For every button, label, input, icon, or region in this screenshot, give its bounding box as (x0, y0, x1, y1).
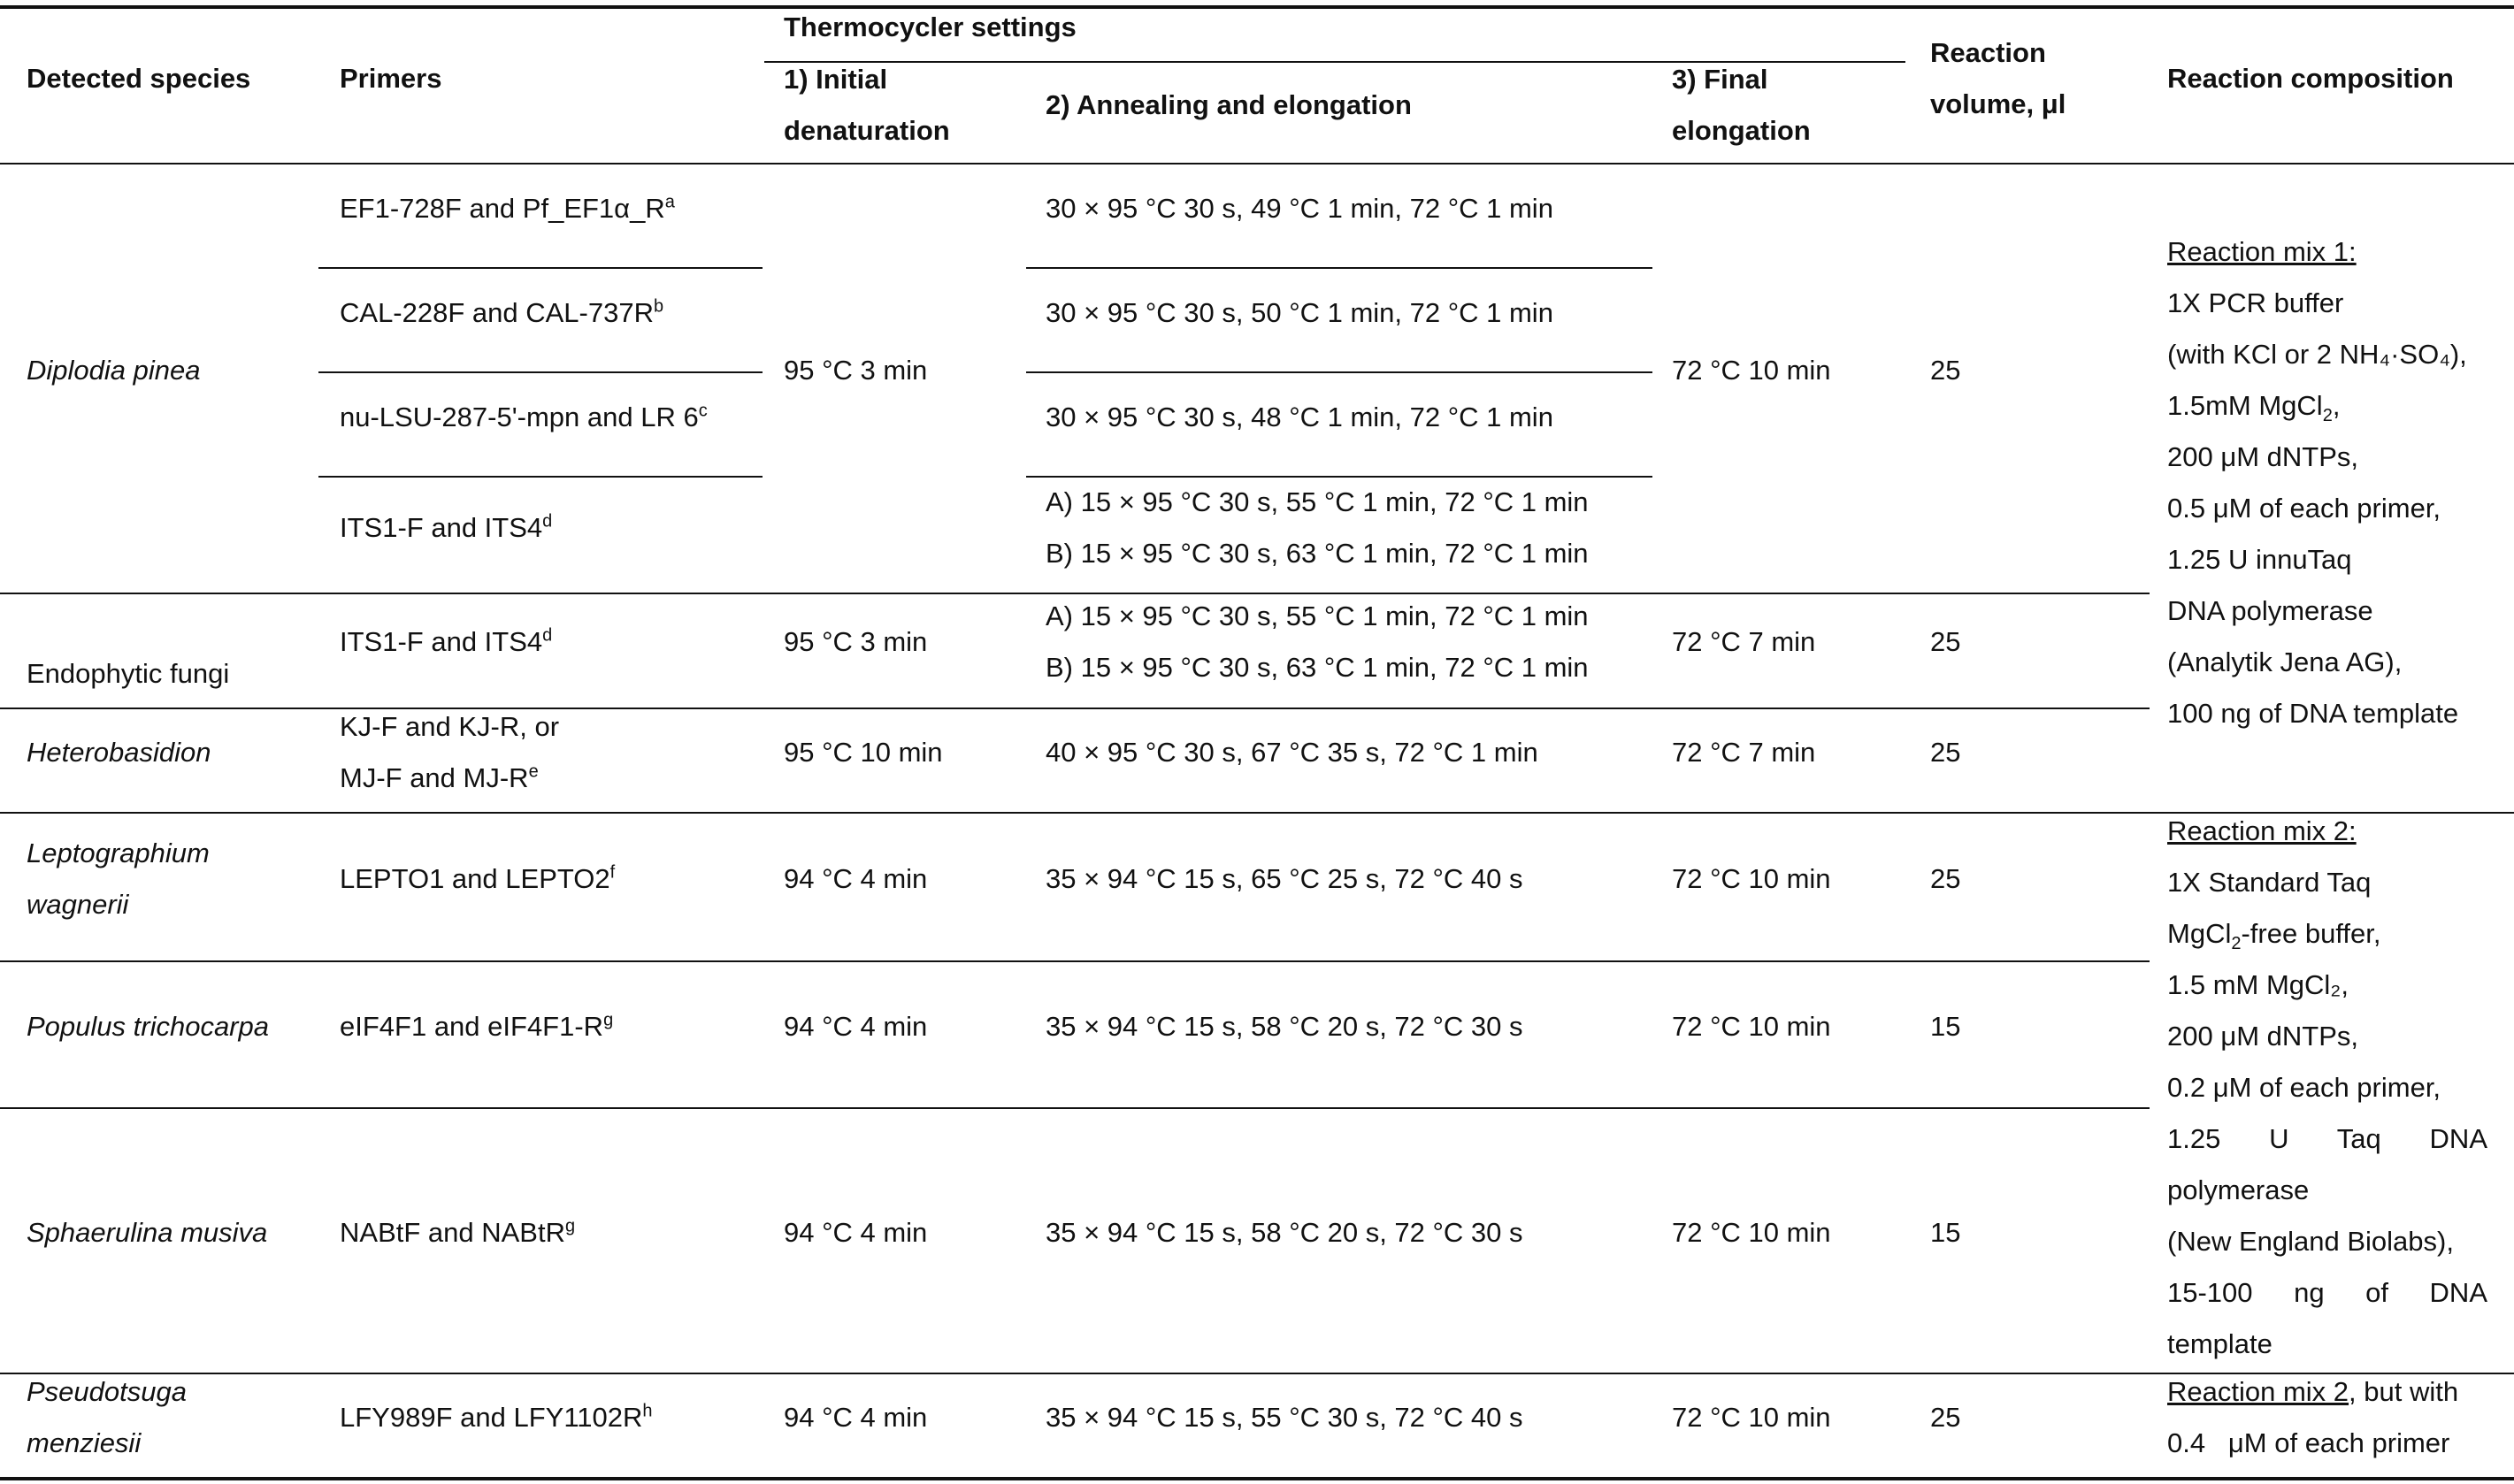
denaturation-lepto: 94 °C 4 min (784, 863, 928, 894)
header-volume-line2: volume, μl (1930, 88, 2066, 119)
primer-endophytic (340, 616, 552, 668)
mix1-line6: 1.25 U innuTaq (2167, 544, 2352, 575)
species-lepto (27, 828, 210, 930)
header-initial-line2: denaturation (784, 115, 950, 146)
mix1-line1: 1X PCR buffer (2167, 287, 2344, 318)
anneal-sphaerulina: 35 × 94 °C 15 s, 58 °C 20 s, 72 °C 30 s (1046, 1217, 1523, 1248)
row-divider-endophytic (0, 708, 2150, 709)
anneal-heterobasidion: 40 × 95 °C 30 s, 67 °C 35 s, 72 °C 1 min (1046, 737, 1538, 768)
volume-sphaerulina: 15 (1930, 1217, 1961, 1248)
mix2-line2-tail: -free buffer, (2241, 918, 2381, 949)
mix2-line3: 1.5 mM MgCl₂, (2167, 969, 2349, 1000)
primer-heterobasidion-line2 (340, 753, 559, 804)
anneal-lepto: 35 × 94 °C 15 s, 65 °C 25 s, 72 °C 40 s (1046, 863, 1523, 894)
header-volume-line1: Reaction (1930, 37, 2046, 68)
mix2-title: Reaction mix 2: (2167, 815, 2357, 846)
bottom-rule (0, 1477, 2514, 1480)
anneal-diplodia-4b: B) 15 × 95 °C 30 s, 63 °C 1 min, 72 °C 1 min (1046, 538, 1589, 569)
mix3-title: Reaction mix 2 (2167, 1376, 2349, 1407)
species-endophytic: Endophytic fungi (27, 658, 230, 689)
mix2-line2-sub: 2 (2231, 934, 2242, 954)
header-final-line2: elongation (1672, 115, 1811, 146)
mix2-line4: 200 μM dNTPs, (2167, 1021, 2358, 1052)
anneal-diplodia-3: 30 × 95 °C 30 s, 48 °C 1 min, 72 °C 1 min (1046, 402, 1553, 432)
mix2-line2 (2167, 908, 2487, 960)
primer-diplodia-4-text: ITS1-F and ITS4 (340, 512, 543, 543)
mix1-line8: (Analytik Jena AG), (2167, 646, 2403, 677)
primer-diplodia-2 (340, 287, 663, 339)
row-divider-heterobasidion (0, 812, 2514, 814)
primer-populus (340, 1001, 613, 1052)
anneal-diplodia-2: 30 × 95 °C 30 s, 50 °C 1 min, 72 °C 1 min (1046, 297, 1553, 328)
mix1-line2: (with KCl or 2 NH₄·SO₄), (2167, 339, 2467, 370)
mix2-line5: 0.2 μM of each primer, (2167, 1072, 2441, 1103)
mix1-line3 (2167, 380, 2487, 432)
anneal-populus: 35 × 94 °C 15 s, 58 °C 20 s, 72 °C 30 s (1046, 1011, 1523, 1042)
mix2-line10: template (2167, 1328, 2273, 1359)
header-bottom-rule (0, 163, 2514, 164)
header-primers: Primers (340, 63, 442, 94)
top-rule (0, 5, 2514, 9)
final-diplodia: 72 °C 10 min (1672, 355, 1831, 386)
volume-endophytic: 25 (1930, 626, 1961, 657)
mix1-line7: DNA polymerase (2167, 595, 2373, 626)
header-initial-denaturation (784, 54, 950, 157)
final-lepto: 72 °C 10 min (1672, 863, 1831, 894)
primer-diplodia-2-text: CAL-228F and CAL-737R (340, 297, 654, 328)
mix3-line2: 0.4 μM of each primer (2167, 1427, 2450, 1458)
primer-diplodia-3-text: nu-LSU-287-5'-mpn and LR 6 (340, 402, 699, 432)
volume-pseudotsuga: 25 (1930, 1402, 1961, 1433)
primer-heterobasidion-line2-text: MJ-F and MJ-R (340, 762, 529, 793)
primer-sphaerulina-text: NABtF and NABtR (340, 1217, 565, 1248)
mix2-line9: 15-100 ng of DNA (2167, 1277, 2487, 1308)
mix3-rest: , but with (2349, 1376, 2459, 1407)
primer-heterobasidion-line1: KJ-F and KJ-R, or (340, 711, 560, 742)
final-endophytic: 72 °C 7 min (1672, 626, 1816, 657)
mix2-line2-text: MgCl (2167, 918, 2232, 949)
volume-diplodia: 25 (1930, 355, 1961, 386)
anneal-diplodia-4a: A) 15 × 95 °C 30 s, 55 °C 1 min, 72 °C 1 min (1046, 486, 1589, 517)
header-final-elongation (1672, 54, 1811, 157)
primer-divider-1 (318, 267, 763, 269)
primer-pseudotsuga-sup: h (642, 1401, 653, 1421)
denaturation-sphaerulina: 94 °C 4 min (784, 1217, 928, 1248)
header-species: Detected species (27, 63, 251, 94)
final-heterobasidion: 72 °C 7 min (1672, 737, 1816, 768)
primer-heterobasidion-sup: e (528, 761, 539, 782)
species-sphaerulina: Sphaerulina musiva (27, 1217, 268, 1248)
anneal-endophytic-b: B) 15 × 95 °C 30 s, 63 °C 1 min, 72 °C 1 min (1046, 652, 1589, 683)
primer-divider-2 (318, 371, 763, 373)
primer-heterobasidion (340, 701, 559, 804)
header-composition: Reaction composition (2167, 63, 2454, 94)
species-populus: Populus trichocarpa (27, 1011, 269, 1042)
primer-diplodia-4 (340, 502, 552, 554)
species-lepto-line2: wagnerii (27, 889, 129, 920)
primer-sphaerulina (340, 1207, 575, 1258)
primer-diplodia-1 (340, 183, 675, 234)
primer-pseudotsuga-text: LFY989F and LFY1102R (340, 1402, 643, 1433)
mix3-line1 (2167, 1366, 2487, 1418)
denaturation-endophytic: 95 °C 3 min (784, 626, 928, 657)
primer-endophytic-sup: d (542, 625, 553, 646)
row-divider-populus (0, 1107, 2150, 1109)
mix2-line8: (New England Biolabs), (2167, 1226, 2454, 1257)
row-divider-sphaerulina (0, 1373, 2514, 1374)
primer-populus-text: eIF4F1 and eIF4F1-R (340, 1011, 604, 1042)
anneal-diplodia-4 (1046, 477, 1589, 579)
primer-lepto (340, 853, 615, 905)
primer-lepto-sup: f (609, 862, 616, 883)
primer-diplodia-1-text: EF1-728F and Pf_EF1α_R (340, 193, 665, 224)
header-thermocycler: Thermocycler settings (784, 11, 1077, 42)
mix1-line5: 0.5 μM of each primer, (2167, 493, 2441, 524)
primer-diplodia-3-sup: c (698, 401, 708, 421)
volume-populus: 15 (1930, 1011, 1961, 1042)
primer-divider-3 (318, 476, 763, 478)
primer-diplodia-3 (340, 392, 708, 443)
species-pseudotsuga-line1: Pseudotsuga (27, 1376, 187, 1407)
anneal-endophytic (1046, 591, 1589, 693)
final-sphaerulina: 72 °C 10 min (1672, 1217, 1831, 1248)
anneal-endophytic-a: A) 15 × 95 °C 30 s, 55 °C 1 min, 72 °C 1 min (1046, 600, 1589, 631)
primer-diplodia-2-sup: b (653, 296, 664, 317)
primer-diplodia-1-sup: a (664, 192, 675, 212)
mix2-line7: polymerase (2167, 1174, 2310, 1205)
volume-heterobasidion: 25 (1930, 737, 1961, 768)
header-annealing: 2) Annealing and elongation (1046, 89, 1412, 120)
final-populus: 72 °C 10 min (1672, 1011, 1831, 1042)
header-final-line1: 3) Final (1672, 64, 1768, 95)
reaction-mix-2 (2167, 806, 2487, 1370)
primer-lepto-text: LEPTO1 and LEPTO2 (340, 863, 610, 894)
mix1-line3-text: 1.5mM MgCl (2167, 390, 2323, 421)
row-divider-lepto (0, 960, 2150, 962)
header-volume (1930, 27, 2066, 130)
primer-diplodia-4-sup: d (542, 511, 553, 532)
final-pseudotsuga: 72 °C 10 min (1672, 1402, 1831, 1433)
mix2-line1: 1X Standard Taq (2167, 867, 2372, 898)
anneal-diplodia-1: 30 × 95 °C 30 s, 49 °C 1 min, 72 °C 1 min (1046, 193, 1553, 224)
header-initial-line1: 1) Initial (784, 64, 888, 95)
primer-populus-sup: g (603, 1010, 614, 1030)
species-lepto-line1: Leptographium (27, 838, 210, 868)
primer-sphaerulina-sup: g (564, 1216, 576, 1236)
mix1-line3-tail: , (2332, 390, 2341, 421)
species-diplodia: Diplodia pinea (27, 355, 201, 386)
species-pseudotsuga (27, 1366, 187, 1469)
mix1-line9: 100 ng of DNA template (2167, 698, 2459, 729)
reaction-mix-2-variant (2167, 1366, 2487, 1469)
denaturation-heterobasidion: 95 °C 10 min (784, 737, 943, 768)
anneal-pseudotsuga: 35 × 94 °C 15 s, 55 °C 30 s, 72 °C 40 s (1046, 1402, 1523, 1433)
anneal-divider-1 (1026, 267, 1652, 269)
reaction-mix-1 (2167, 226, 2487, 739)
mix1-line3-sub: 2 (2322, 406, 2333, 426)
denaturation-populus: 94 °C 4 min (784, 1011, 928, 1042)
species-pseudotsuga-line2: menziesii (27, 1427, 142, 1458)
mix1-title: Reaction mix 1: (2167, 236, 2357, 267)
mix1-line4: 200 μM dNTPs, (2167, 441, 2358, 472)
anneal-divider-2 (1026, 371, 1652, 373)
denaturation-diplodia: 95 °C 3 min (784, 355, 928, 386)
denaturation-pseudotsuga: 94 °C 4 min (784, 1402, 928, 1433)
species-heterobasidion: Heterobasidion (27, 737, 211, 768)
primer-pseudotsuga (340, 1392, 653, 1443)
volume-lepto: 25 (1930, 863, 1961, 894)
mix2-line6: 1.25 U Taq DNA (2167, 1123, 2487, 1154)
primer-endophytic-text: ITS1-F and ITS4 (340, 626, 543, 657)
